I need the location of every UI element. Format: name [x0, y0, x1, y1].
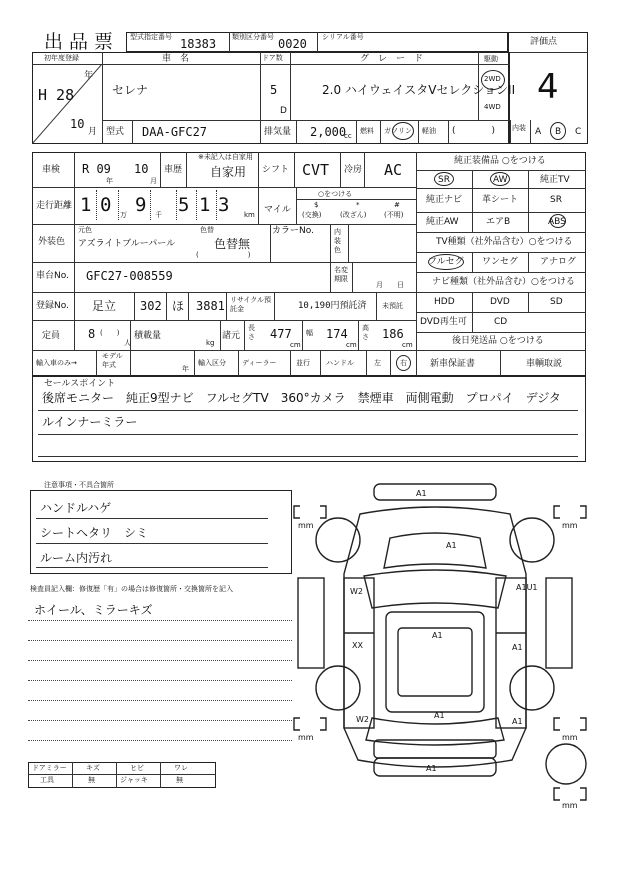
diagram-label-hood: A1	[446, 541, 457, 550]
name-change-label: 名変期限	[334, 266, 348, 283]
diagram-label-left-front-door: W2	[350, 587, 363, 596]
mileage-digit-3: 9	[135, 194, 147, 216]
mileage-circle-note: ○をつける	[318, 190, 353, 198]
inspection-label: 車検	[42, 165, 61, 175]
tv-fullseg: フルセグ	[428, 257, 464, 267]
usage-note: ※未記入は自家用	[198, 153, 253, 161]
rating-value: 4	[537, 67, 559, 107]
diagram-label-right-rear-door: A1	[512, 643, 523, 652]
fuel-gasoline: ガソリン	[384, 127, 412, 135]
inspection-year-unit: 年	[106, 177, 113, 185]
navi-hdd: HDD	[434, 297, 455, 307]
later-manual: 車輌取説	[526, 359, 563, 369]
shift-value: CVT	[302, 161, 330, 179]
selling-points-label: セールスポイント	[44, 379, 116, 389]
grade-label: グ レ ー ド	[360, 54, 424, 64]
legend-header-break: ワレ	[174, 764, 188, 772]
mileage-unit-sen: 千	[155, 211, 162, 219]
ac-value: AC	[384, 161, 403, 179]
chassis-number: GFC27-008559	[86, 269, 173, 283]
diagram-label-rear-bumper: A1	[426, 764, 437, 773]
legend-jack-value: 無	[176, 776, 183, 784]
form-title: 出品票	[44, 31, 120, 53]
car-name-label: 車 名	[162, 54, 190, 64]
note-item-2: シートヘタリ シミ	[40, 526, 149, 540]
diagram-mm-3: mm	[298, 733, 314, 742]
car-damage-diagram	[290, 478, 600, 808]
diagram-mm-2: mm	[562, 521, 578, 530]
color-change-label: 色替	[200, 226, 214, 234]
fuel-label: 燃料	[360, 127, 374, 135]
note-item-1: ハンドルハゲ	[40, 501, 112, 515]
category-no-label: 類別区分番号	[232, 33, 274, 41]
model-code: DAA-GFC27	[142, 125, 208, 139]
width-unit: cm	[346, 341, 357, 349]
color-label: 外装色	[38, 237, 66, 247]
selling-points-line-2: ルインナーミラー	[42, 415, 138, 429]
mileage-digit-6: 3	[218, 194, 230, 216]
equip-sunroof: SR	[438, 175, 450, 185]
model-year-unit: 年	[182, 365, 189, 373]
handle-right: 右	[400, 359, 407, 367]
legend-jack: ジャッキ	[120, 776, 148, 784]
color-change: 色替無	[214, 237, 251, 251]
car-name: セレナ	[112, 83, 149, 97]
diagram-label-right-fender: A1U1	[516, 583, 538, 592]
reg-kana: ほ	[172, 299, 185, 313]
usage-label: 車歴	[164, 165, 183, 175]
mileage-unit-man: 万	[120, 211, 127, 219]
shift-label: シフト	[262, 165, 290, 175]
diagram-label-front-bumper: A1	[416, 489, 427, 498]
inspection-month-unit: 月	[150, 177, 157, 185]
import-dealer: ディーラー	[242, 359, 277, 367]
notes-label: 注意事項・不具合箇所	[44, 481, 114, 489]
tv-oneseg: ワンセグ	[482, 257, 519, 267]
type-no: 18383	[180, 37, 217, 51]
import-type-label: 輸入区分	[198, 359, 226, 367]
length-unit: cm	[290, 341, 301, 349]
equip-tv: 純正TV	[540, 175, 570, 185]
navi-cd: CD	[494, 317, 508, 327]
handle-label: ハンドル	[326, 359, 354, 367]
interior-circle	[550, 122, 566, 140]
equip-leather: 革シート	[482, 195, 519, 205]
equip-genuine-aw: 純正AW	[426, 217, 459, 227]
import-label: 輸入車のみ→	[36, 359, 77, 367]
door-count: 5	[270, 83, 278, 97]
import-parallel: 並行	[296, 359, 310, 367]
first-reg-month: 10	[70, 117, 85, 131]
original-color-label: 元色	[78, 226, 92, 234]
load-unit: kg	[206, 339, 215, 347]
legend-tools-value: 無	[88, 776, 95, 784]
diagram-label-roof: A1	[432, 631, 443, 640]
drive-label: 駆動	[484, 55, 498, 63]
capacity-unit: 人	[124, 339, 131, 347]
original-color: アズライトブルーパール	[78, 239, 176, 249]
mileage-digit-5: 1	[199, 194, 211, 216]
mile-star: *	[356, 201, 360, 209]
diagram-label-left-rear-door: XX	[352, 641, 363, 650]
tv-type-label: TV種類（社外品含む）○をつける	[436, 237, 573, 247]
diagram-mm-4: mm	[562, 733, 578, 742]
navi-sd: SD	[550, 297, 563, 307]
handle-right-circle	[396, 355, 411, 371]
serial-label: シリアル番号	[322, 33, 364, 41]
interior-c: C	[575, 127, 582, 137]
equip-aw-circle	[490, 172, 510, 186]
mile-hash: #	[394, 201, 400, 209]
genuine-equipment-label: 純正装備品 ○をつける	[454, 156, 546, 166]
drive-2wd: 2WD	[484, 75, 501, 83]
length-label: 長さ	[248, 324, 255, 341]
mile-dollar: $	[314, 201, 319, 209]
equip-sunroof-circle	[434, 172, 454, 186]
reg-class: 302	[140, 299, 162, 313]
note-item-3: ルーム内汚れ	[40, 551, 113, 565]
handle-left: 左	[374, 359, 381, 367]
load-label: 積載量	[134, 331, 162, 341]
mileage-digit-1: 1	[80, 194, 92, 216]
diagram-mm-1: mm	[298, 521, 314, 530]
inspector-label: 検査員記入欄：修復歴「有」の場合は修復箇所・交換箇所を記入	[30, 585, 233, 593]
interior-b: B	[555, 127, 562, 137]
diagram-mm-5: mm	[562, 801, 578, 808]
displacement-label: 排気量	[264, 127, 292, 137]
reg-number: 3881	[196, 299, 225, 313]
model-label: 型式	[106, 127, 125, 137]
width-label: 幅	[306, 329, 313, 337]
tv-analog: アナログ	[540, 257, 577, 267]
month-unit: 月	[88, 127, 98, 137]
mile-label: マイル	[264, 205, 291, 215]
fuel-circle	[392, 122, 414, 140]
diagram-label-right-quarter: A1	[512, 717, 523, 726]
interior-a: A	[535, 127, 542, 137]
equip-navi: 純正ナビ	[426, 195, 463, 205]
mileage-label: 走行距離	[36, 201, 73, 211]
color-no-label: カラーNo.	[272, 226, 314, 236]
height-unit: cm	[402, 341, 413, 349]
mile-tampered: (改ざん)	[340, 211, 367, 219]
mileage-digit-4: 5	[178, 194, 190, 216]
mile-exchange: (交換)	[302, 211, 322, 219]
inspection-month: 10	[134, 162, 149, 176]
width-value: 174	[326, 327, 348, 341]
ac-label: 冷房	[344, 165, 363, 175]
diagram-label-left-quarter: W2	[356, 715, 369, 724]
inspection-era: R 09	[82, 162, 111, 176]
interior-label: 内装	[512, 124, 526, 132]
height-label: 高さ	[362, 324, 369, 341]
navi-dvd: DVD	[490, 297, 510, 307]
length-value: 477	[270, 327, 292, 341]
legend-header-scratch: キズ	[86, 764, 100, 772]
color-paren: ( )	[196, 251, 251, 259]
diesel-label: 軽油	[422, 127, 436, 135]
legend-tools: 工具	[40, 776, 54, 784]
model-year-label: モデル年式	[102, 352, 123, 369]
diagram-label-rear-gate: A1	[434, 711, 445, 720]
drive-4wd: 4WD	[484, 103, 501, 111]
capacity-label: 定員	[42, 331, 61, 341]
type-no-label: 型式指定番号	[130, 33, 172, 41]
navi-dvd-player: DVD再生可	[420, 317, 467, 327]
registration-label: 登録No.	[36, 301, 69, 311]
inspector-note: ホイール、ミラーキズ	[34, 603, 153, 617]
category-no: 0020	[278, 37, 307, 51]
dimensions-label: 諸元	[222, 331, 241, 341]
legend-header-mirror: ドアミラー	[32, 764, 67, 772]
selling-points-line-1: 後席モニター 純正9型ナビ フルセグTV 360°カメラ 禁煙車 両側電動 プロパイ デジタ	[42, 391, 561, 405]
equip-aw: AW	[493, 175, 508, 185]
tv-fullseg-circle	[428, 254, 464, 270]
mileage-unit-km: km	[244, 211, 255, 219]
height-value: 186	[382, 327, 404, 341]
equip-abs-circle	[550, 214, 566, 228]
first-reg-year: H 28	[38, 86, 75, 104]
recycle-amount: 10,190円預託済	[298, 301, 367, 311]
capacity-value: 8	[88, 327, 96, 341]
mile-unknown: (不明)	[384, 211, 404, 219]
later-warranty: 新車保証書	[430, 359, 476, 369]
first-reg-label: 初年度登録	[44, 54, 79, 62]
name-change-unit: 月 日	[376, 281, 404, 289]
equip-airbag: エアB	[486, 217, 511, 227]
equip-sr: SR	[550, 195, 562, 205]
reg-area: 足立	[92, 299, 117, 313]
later-shipment-label: 後日発送品 ○をつける	[452, 336, 544, 346]
equip-abs: ABS	[548, 217, 566, 227]
door-label: ドア数	[262, 54, 283, 62]
displacement: 2,000	[310, 125, 347, 139]
grade-value: 2.0 ハイウェイスタVセレクションII	[322, 83, 516, 97]
legend-header-crack: ヒビ	[130, 764, 144, 772]
rating-label: 評価点	[530, 37, 558, 47]
usage-value: 自家用	[210, 165, 247, 179]
recycle-label: リサイクル預託金	[230, 296, 272, 313]
navi-type-label: ナビ種類（社外品含む）○をつける	[432, 277, 575, 287]
mileage-digit-2: 0	[100, 194, 112, 216]
drive-circle	[481, 70, 505, 90]
door-suffix: D	[280, 106, 287, 116]
recycle-pending: 未預託	[382, 302, 403, 310]
chassis-label: 車台No.	[36, 271, 69, 281]
interior-color-label: 内装色	[334, 228, 341, 254]
disp-unit: cc	[344, 132, 352, 140]
year-unit: 年	[84, 71, 94, 81]
